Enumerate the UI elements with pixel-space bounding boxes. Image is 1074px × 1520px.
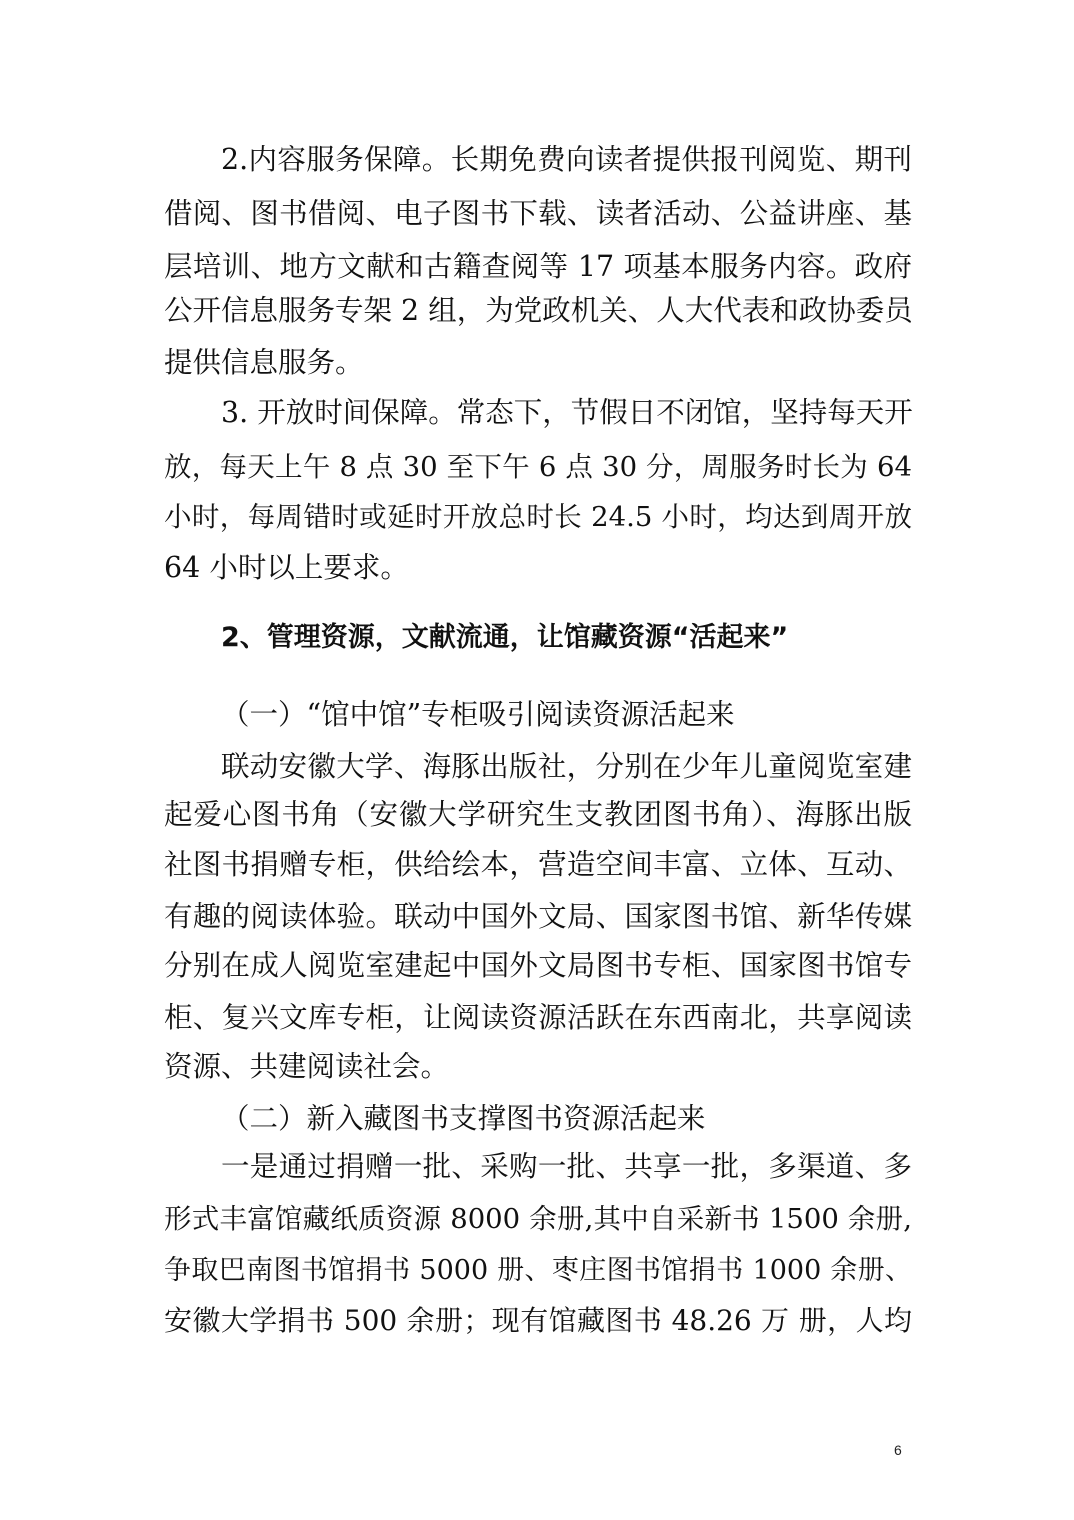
paragraph-line: 公开信息服务专架 2 组，为党政机关、人大代表和政协委员: [164, 294, 913, 327]
paragraph-line: 层培训、地方文献和古籍查阅等 17 项基本服务内容。政府: [164, 250, 912, 283]
paragraph-line: 形式丰富馆藏纸质资源 8000 余册,其中自采新书 1500 余册,: [164, 1203, 912, 1235]
paragraph-line: 借阅、图书借阅、电子图书下载、读者活动、公益讲座、基: [164, 197, 912, 230]
paragraph-line: 3. 开放时间保障。常态下，节假日不闭馆，坚持每天开: [221, 396, 913, 429]
paragraph-line: 柜、复兴文库专柜，让阅读资源活跃在东西南北，共享阅读: [164, 1001, 912, 1034]
paragraph-line: 资源、共建阅读社会。: [164, 1050, 450, 1083]
paragraph-line: 社图书捐赠专柜，供给绘本，营造空间丰富、立体、互动、: [164, 848, 912, 881]
paragraph-line: 64 小时以上要求。: [164, 551, 409, 584]
paragraph-line: 联动安徽大学、海豚出版社，分别在少年儿童阅览室建: [221, 750, 912, 783]
page-number: 6: [894, 1442, 902, 1458]
subsection-heading: （一）“馆中馆”专柜吸引阅读资源活起来: [221, 698, 735, 731]
paragraph-line: 起爱心图书角（安徽大学研究生支教团图书角）、海豚出版: [164, 798, 912, 831]
paragraph-line: 安徽大学捐书 500 余册；现有馆藏图书 48.26 万 册，人均: [164, 1304, 912, 1337]
paragraph-line: 一是通过捐赠一批、采购一批、共享一批，多渠道、多: [221, 1150, 912, 1183]
section-heading: 2、管理资源，文献流通，让馆藏资源“活起来”: [221, 622, 789, 653]
paragraph-line: 提供信息服务。: [164, 346, 364, 379]
paragraph-line: 放，每天上午 8 点 30 至下午 6 点 30 分，周服务时长为 64: [164, 451, 912, 483]
paragraph-line: 分别在成人阅览室建起中国外文局图书专柜、国家图书馆专: [164, 949, 912, 982]
subsection-heading: （二）新入藏图书支撑图书资源活起来: [221, 1102, 706, 1135]
paragraph-line: 2.内容服务保障。长期免费向读者提供报刊阅览、期刊: [221, 143, 912, 176]
paragraph-line: 有趣的阅读体验。联动中国外文局、国家图书馆、新华传媒: [164, 900, 912, 933]
paragraph-line: 小时，每周错时或延时开放总时长 24.5 小时，均达到周开放: [164, 501, 912, 533]
paragraph-line: 争取巴南图书馆捐书 5000 册、枣庄图书馆捐书 1000 余册、: [164, 1255, 912, 1286]
